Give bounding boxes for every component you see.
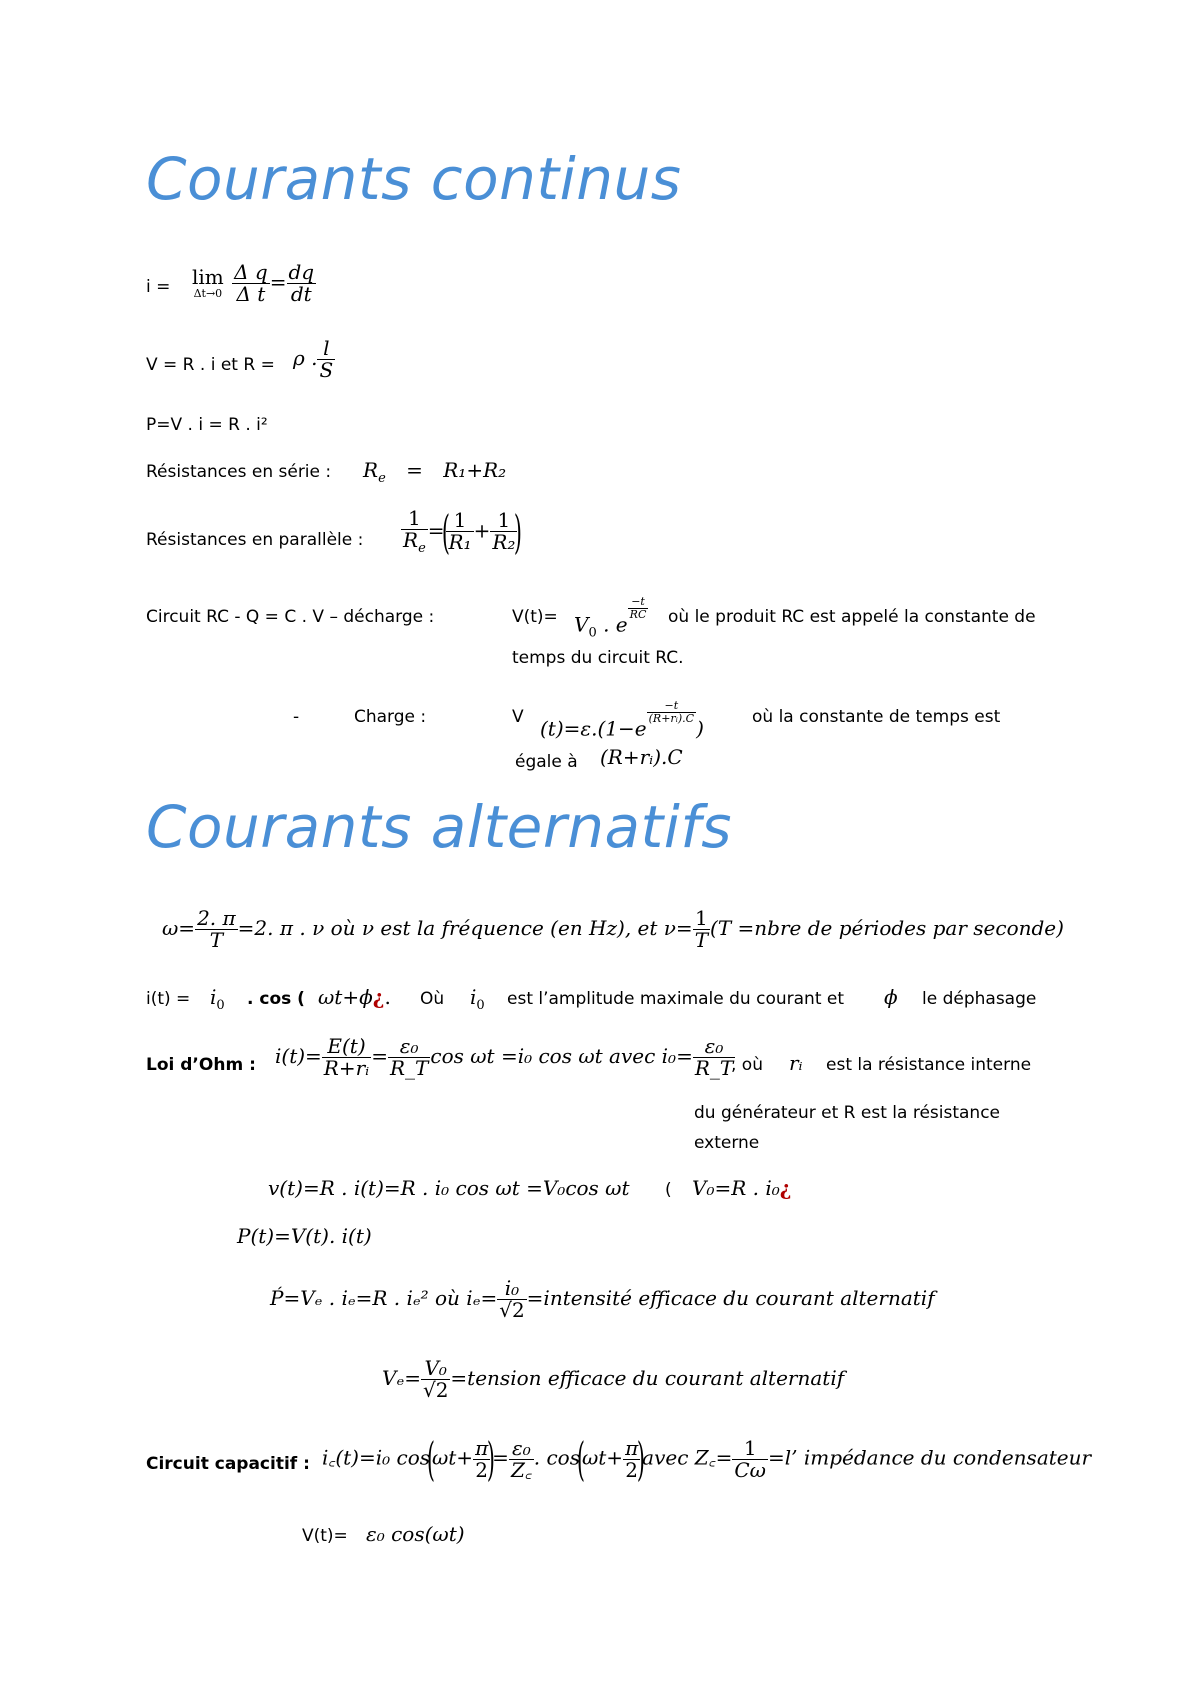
amplitude-description: est l’amplitude maximale du courant et bbox=[507, 989, 845, 1009]
v0-formula: V₀=R . i₀¿ bbox=[692, 1176, 792, 1200]
charge-note: où la constante de temps est bbox=[752, 707, 1001, 727]
current-amplitude-symbol-2: $i_0$ bbox=[470, 985, 485, 1013]
capacitive-voltage-formula: ε₀ cos(ωt) bbox=[366, 1522, 465, 1546]
internal-resistance-symbol: rᵢ bbox=[789, 1051, 803, 1075]
resistivity-formula: ρ . $\frac{l}{S}$ bbox=[293, 336, 334, 382]
current-amplitude-symbol: $i_0$ bbox=[210, 985, 225, 1013]
charge-note-2: égale à bbox=[515, 752, 578, 772]
capacitive-voltage-label: V(t)= bbox=[302, 1526, 348, 1546]
internal-resistance-note: est la résistance interne bbox=[826, 1055, 1032, 1075]
ou-label-2: , où bbox=[731, 1055, 763, 1075]
internal-resistance-note-2: du générateur et R est la résistance bbox=[694, 1103, 1000, 1123]
rc-discharge-note-2: temps du circuit RC. bbox=[512, 648, 684, 668]
power-ac-formula: P(t)=V(t). i(t) bbox=[237, 1224, 372, 1248]
parallel-formula: $\frac{1}{R_e}$ =( $\frac{1}{\text{R₁}}$ + $\frac{1}{\text{R₂}}$ ) bbox=[403, 504, 523, 559]
internal-resistance-note-3: externe bbox=[694, 1133, 760, 1153]
rc-discharge-label: Circuit RC - Q = C . V – décharge : bbox=[146, 607, 435, 627]
paren-open: ( bbox=[665, 1180, 672, 1200]
current-definition-formula: lim Δt→0 $\frac{\text{Δ q}}{\text{Δ t}}$ = $\frac{dq}{dt}$ bbox=[192, 260, 315, 306]
charge-v: V bbox=[512, 707, 524, 727]
charge-label: Charge : bbox=[354, 707, 427, 727]
charge-time-constant: (R+rᵢ).C bbox=[600, 745, 683, 769]
phase-argument: ωt+ϕ¿. bbox=[318, 985, 391, 1009]
capacitive-circuit-formula: i꜀(t)=i₀ cos(ωt+ $\frac{\pi}{2}$ )= $\frac{\text{ε₀}}{Z꜀}$ . cos(ωt+ $\frac{\pi}{2}$ )avec Z꜀= $\frac{1}{C\omega}$ =l’ impédance du condensateur bbox=[322, 1432, 1092, 1486]
capacitive-circuit-label: Circuit capacitif : bbox=[146, 1454, 310, 1474]
ou-label: Où bbox=[420, 989, 445, 1009]
cos-open: . cos ( bbox=[247, 989, 305, 1009]
rc-discharge-vt: V(t)= bbox=[512, 607, 558, 627]
power-formula: P=V . i = R . i² bbox=[146, 415, 268, 435]
heading-courants-continus: Courants continus bbox=[146, 145, 682, 213]
effective-voltage-formula: Vₑ= $\frac{\text{V₀}}{√2}$ =tension efficace du courant alternatif bbox=[382, 1356, 845, 1402]
voltage-ac-formula: v(t)=R . i(t)=R . i₀ cos ωt =V₀cos ωt bbox=[268, 1176, 630, 1200]
series-formula: $R_e = R_1+R_2$ bbox=[363, 458, 507, 486]
parallel-label: Résistances en parallèle : bbox=[146, 530, 364, 550]
ohm-law-label: V = R . i et R = bbox=[146, 355, 275, 375]
rc-discharge-note: où le produit RC est appelé la constante de bbox=[668, 607, 1036, 627]
current-ac-label: i(t) = bbox=[146, 989, 191, 1009]
heading-courants-alternatifs: Courants alternatifs bbox=[146, 793, 733, 861]
rc-discharge-formula: $V_0$ . e $\frac{-t}{RC}$ bbox=[574, 595, 647, 641]
effective-current-formula: Ṕ=Vₑ . iₑ=R . iₑ² où iₑ= $\frac{\text{i₀}}{√2}$ =intensité efficace du courant alternatif bbox=[270, 1276, 935, 1322]
phi-symbol: ϕ bbox=[884, 985, 898, 1009]
ohm-ac-formula: i(t)= $\frac{E(t)}{\text{R+rᵢ}}$ = $\frac{\text{ε₀}}{R\_T}$ cos ωt =i₀ cos ωt avec i₀= $\frac{\text{ε₀}}{R\_T}$ bbox=[275, 1034, 734, 1080]
phase-description: le déphasage bbox=[922, 989, 1037, 1009]
series-label: Résistances en série : bbox=[146, 462, 332, 482]
current-definition-label: i = bbox=[146, 277, 171, 297]
ohm-ac-label: Loi d’Ohm : bbox=[146, 1055, 256, 1075]
angular-frequency-formula: ω= $\frac{2. \pi}{T}$ =2. π . ν où ν est la fréquence (en Hz), et ν= $\frac{1}{T}$ (T =nbre de périodes par seconde) bbox=[162, 906, 1064, 952]
charge-dash: - bbox=[293, 707, 300, 727]
charge-formula: (t)=ε.(1−e $\frac{-t}{\text{(R+rᵢ).C}}$ ) bbox=[540, 699, 704, 741]
